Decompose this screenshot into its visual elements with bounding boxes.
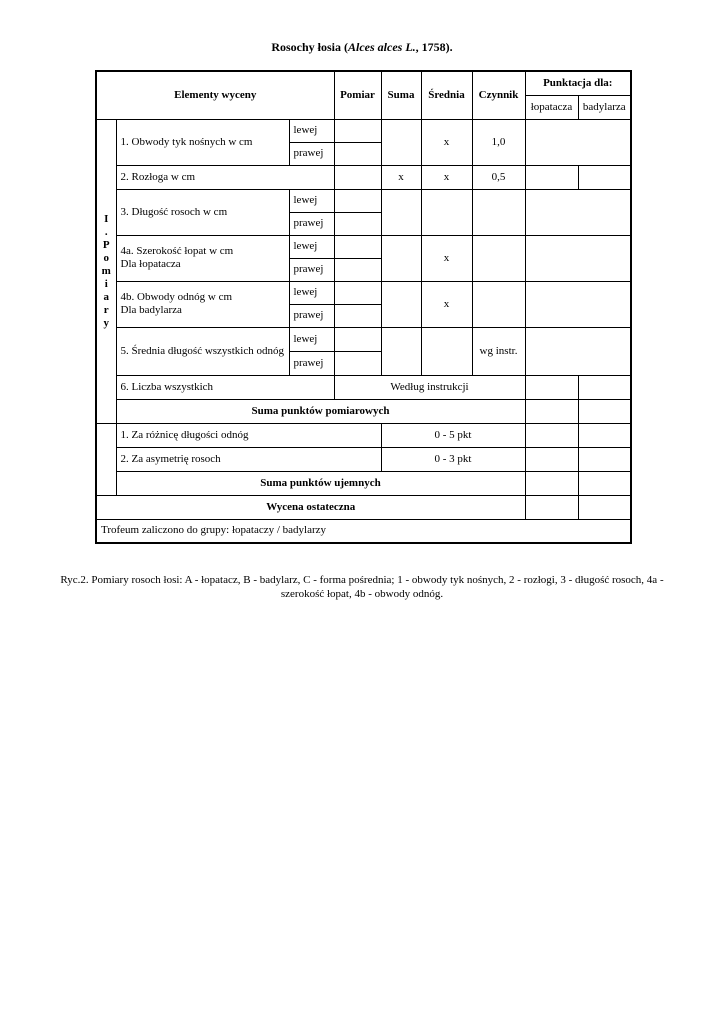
cell-lopatacza[interactable]: [525, 471, 578, 495]
cell-punktacja[interactable]: [525, 119, 631, 165]
header-czynnik: Czynnik: [472, 71, 525, 119]
row-2-label: 2. Rozłoga w cm: [116, 165, 334, 189]
title-suffix: , 1758).: [415, 40, 453, 54]
cell-punktacja[interactable]: [525, 281, 631, 327]
row-5-label: 5. Średnia długość wszystkich odnóg: [116, 327, 289, 375]
cell-badylarza[interactable]: [578, 399, 631, 423]
penalty-2-label: 2. Za asymetrię rosoch: [116, 447, 381, 471]
row-2-czynnik: 0,5: [472, 165, 525, 189]
row-1-czynnik: 1,0: [472, 119, 525, 165]
cell-punktacja[interactable]: [525, 235, 631, 281]
row-4b-label-line1: 4b. Obwody odnóg w cm: [120, 291, 233, 303]
row-5-czynnik: wg instr.: [472, 327, 525, 375]
suma-pomiarowych-label: Suma punktów pomiarowych: [116, 399, 525, 423]
cell-badylarza[interactable]: [578, 375, 631, 399]
row-4a-label-line2: Dla łopatacza: [120, 258, 181, 270]
cell-srednia[interactable]: [421, 189, 472, 235]
row-4b-label-line2: Dla badylarza: [120, 304, 182, 316]
header-lopatacza: łopatacza: [525, 95, 578, 119]
header-elements: Elementy wyceny: [96, 71, 334, 119]
side-left: lewej: [289, 281, 334, 304]
cell-pomiar[interactable]: [334, 165, 381, 189]
side-left: lewej: [289, 189, 334, 212]
cell-pomiar[interactable]: [334, 212, 381, 235]
cell-lopatacza[interactable]: [525, 165, 578, 189]
cell-badylarza[interactable]: [578, 165, 631, 189]
cell-suma[interactable]: [381, 327, 421, 375]
cell-pomiar[interactable]: [334, 119, 381, 142]
row-4a-srednia: x: [421, 235, 472, 281]
cell-pomiar[interactable]: [334, 327, 381, 351]
cell-pomiar[interactable]: [334, 281, 381, 304]
cell-lopatacza[interactable]: [525, 423, 578, 447]
header-badylarza: badylarza: [578, 95, 631, 119]
cell-lopatacza[interactable]: [525, 375, 578, 399]
cell-suma[interactable]: [381, 281, 421, 327]
title-species: Alces alces L.: [348, 40, 416, 54]
cell-pomiar[interactable]: [334, 258, 381, 281]
side-right: prawej: [289, 212, 334, 235]
document-title: [0, 40, 724, 55]
row-1-srednia: x: [421, 119, 472, 165]
cell-punktacja[interactable]: [525, 327, 631, 375]
row-4a-label-line1: 4a. Szerokość łopat w cm: [120, 245, 234, 257]
cell-suma[interactable]: [381, 119, 421, 165]
wycena-ostateczna-label: Wycena ostateczna: [96, 495, 525, 519]
row-1-label: 1. Obwody tyk nośnych w cm: [116, 119, 289, 165]
cell-badylarza[interactable]: [578, 447, 631, 471]
side-left: lewej: [289, 119, 334, 142]
side-right: prawej: [289, 142, 334, 165]
row-6-label: 6. Liczba wszystkich: [116, 375, 334, 399]
row-4a-label: [116, 235, 289, 281]
row-2-srednia: x: [421, 165, 472, 189]
cell-pomiar[interactable]: [334, 142, 381, 165]
penalty-1-label: 1. Za różnicę długości odnóg: [116, 423, 381, 447]
suma-ujemnych-label: Suma punktów ujemnych: [116, 471, 525, 495]
side-right: prawej: [289, 258, 334, 281]
valuation-table: [95, 70, 632, 544]
cell-pomiar[interactable]: [334, 351, 381, 375]
cell-czynnik[interactable]: [472, 281, 525, 327]
row-3-label: 3. Długość rosoch w cm: [116, 189, 289, 235]
figure-caption: Ryc.2. Pomiary rosoch łosi: A - łopatacz, B - badylarz, C - forma pośrednia; 1 - obwody tyk nośnych, 2 - rozłogi, 3 - długość rosoch, 4a - szerokość łopat, 4b - obwody odnóg.: [60, 574, 664, 600]
cell-badylarza[interactable]: [578, 423, 631, 447]
trofeum-group-line: Trofeum zaliczono do grupy: łopataczy / badylarzy: [96, 519, 631, 543]
side-right: prawej: [289, 351, 334, 375]
cell-lopatacza[interactable]: [525, 495, 578, 519]
title-prefix: Rosochy łosia (: [271, 40, 348, 54]
header-pomiar: Pomiar: [334, 71, 381, 119]
cell-czynnik[interactable]: [472, 235, 525, 281]
cell-badylarza[interactable]: [578, 495, 631, 519]
section-label-pomiary: I . P o m i a r y: [96, 119, 116, 423]
row-2-suma: x: [381, 165, 421, 189]
cell-suma[interactable]: [381, 235, 421, 281]
cell-czynnik[interactable]: [472, 189, 525, 235]
penalty-section-label: [96, 423, 116, 495]
row-6-note: Według instrukcji: [334, 375, 525, 399]
header-punktacja: Punktacja dla:: [525, 71, 631, 95]
side-left: lewej: [289, 235, 334, 258]
cell-pomiar[interactable]: [334, 304, 381, 327]
row-4b-label: [116, 281, 289, 327]
side-right: prawej: [289, 304, 334, 327]
header-suma: Suma: [381, 71, 421, 119]
cell-lopatacza[interactable]: [525, 447, 578, 471]
cell-punktacja[interactable]: [525, 189, 631, 235]
cell-lopatacza[interactable]: [525, 399, 578, 423]
penalty-1-value: 0 - 5 pkt: [381, 423, 525, 447]
header-srednia: Średnia: [421, 71, 472, 119]
cell-pomiar[interactable]: [334, 189, 381, 212]
cell-suma[interactable]: [381, 189, 421, 235]
row-4b-srednia: x: [421, 281, 472, 327]
side-left: lewej: [289, 327, 334, 351]
cell-srednia[interactable]: [421, 327, 472, 375]
cell-badylarza[interactable]: [578, 471, 631, 495]
penalty-2-value: 0 - 3 pkt: [381, 447, 525, 471]
cell-pomiar[interactable]: [334, 235, 381, 258]
